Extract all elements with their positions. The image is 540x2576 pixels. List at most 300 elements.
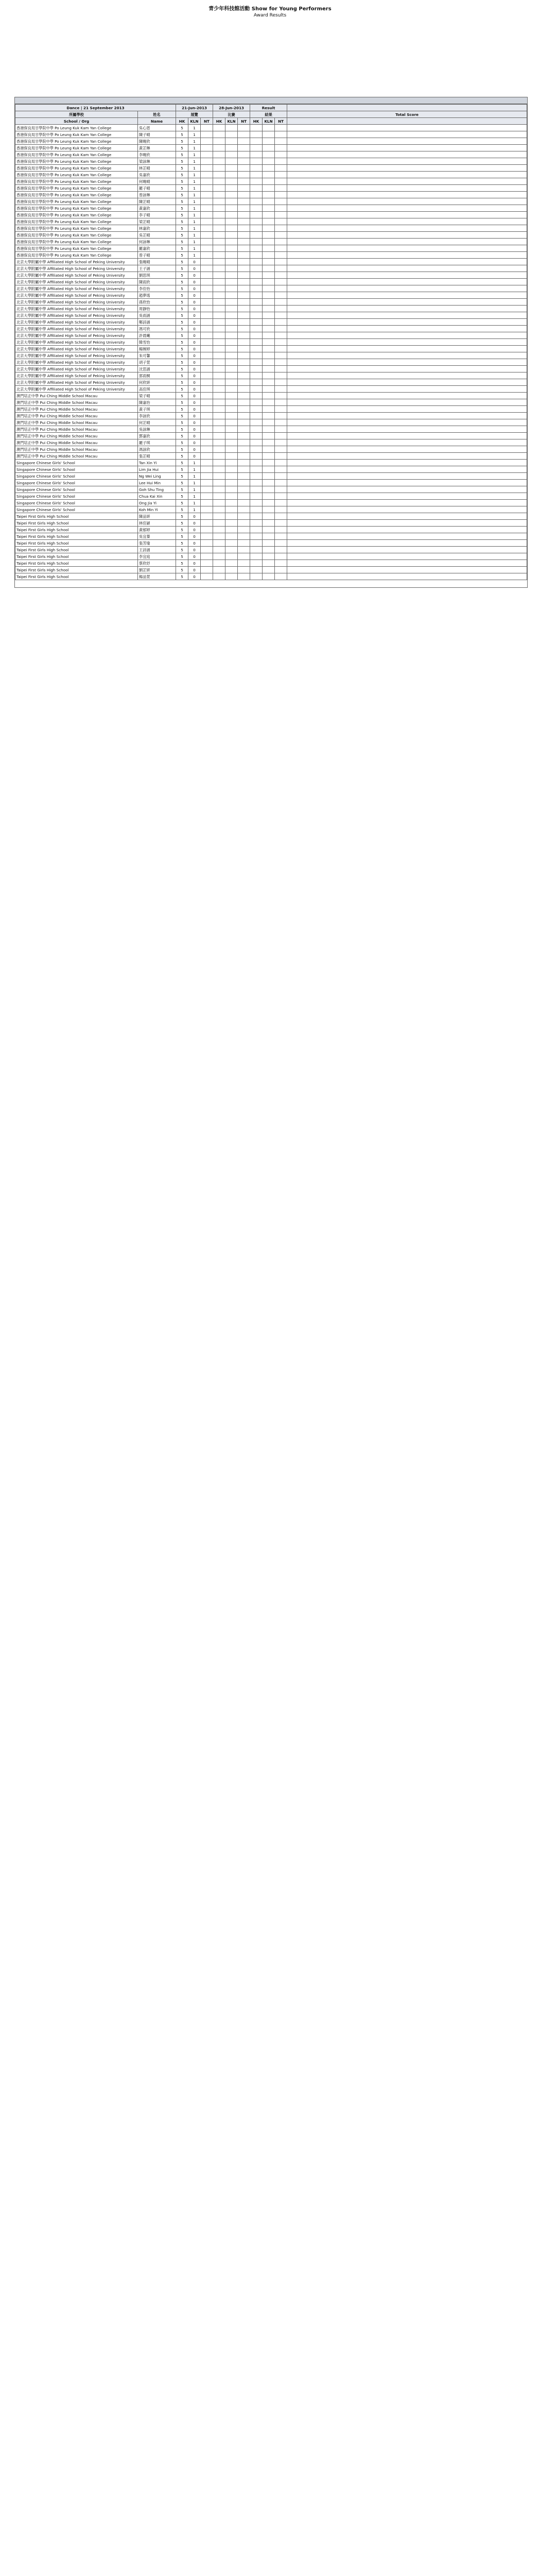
sheet-banner: [15, 97, 527, 104]
cell-e: [225, 413, 238, 419]
cell-name: 曾子晴: [138, 252, 176, 259]
cell-c: [201, 151, 213, 158]
cell-a: 5: [176, 306, 188, 312]
cell-school: 北京大學附屬中學 Affiliated High School of Peking University: [15, 285, 138, 292]
table-row: [15, 453, 527, 460]
cell-e: [225, 279, 238, 285]
cell-c: [201, 165, 213, 172]
table-row: [15, 299, 527, 306]
cell-g: [250, 165, 263, 172]
cell-c: [201, 366, 213, 372]
cell-blank: [287, 413, 527, 419]
cell-blank: [287, 567, 527, 573]
cell-school: 香港保良局甘學院中學 Po Leung Kuk Kam Yan College: [15, 151, 138, 158]
cell-e: [225, 192, 238, 198]
cell-d: [213, 399, 225, 406]
cell-a: 5: [176, 406, 188, 413]
cell-i: [275, 145, 287, 151]
cell-name: 林佳穎: [138, 520, 176, 527]
cell-f: [238, 553, 250, 560]
cell-i: [275, 138, 287, 145]
cell-i: [275, 285, 287, 292]
cell-c: [201, 205, 213, 212]
cell-school: 北京大學附屬中學 Affiliated High School of Peking University: [15, 265, 138, 272]
cell-b: 1: [188, 506, 201, 513]
cell-c: [201, 520, 213, 527]
table-row: [15, 513, 527, 520]
cell-a: 5: [176, 506, 188, 513]
cell-d: [213, 299, 225, 306]
cell-i: [275, 225, 287, 232]
cell-g: [250, 460, 263, 466]
cell-h: [263, 198, 275, 205]
cell-i: [275, 332, 287, 339]
cell-h: [263, 520, 275, 527]
cell-c: [201, 326, 213, 332]
table-row: [15, 312, 527, 319]
cell-g: [250, 245, 263, 252]
cell-e: [225, 339, 238, 346]
cell-f: [238, 486, 250, 493]
table-row: [15, 439, 527, 446]
cell-name: 何芷晴: [138, 419, 176, 426]
cell-h: [263, 151, 275, 158]
cell-g: [250, 352, 263, 359]
cell-blank: [287, 533, 527, 540]
cell-school: Taipei First Girls High School: [15, 553, 138, 560]
cell-blank: [287, 125, 527, 131]
results-sheet: [14, 97, 528, 588]
cell-school: 香港保良局甘學院中學 Po Leung Kuk Kam Yan College: [15, 225, 138, 232]
cell-name: 羅嘉欣: [138, 245, 176, 252]
cell-e: [225, 259, 238, 265]
cell-e: [225, 252, 238, 259]
cell-c: [201, 198, 213, 205]
cell-e: [225, 573, 238, 580]
cell-e: [225, 399, 238, 406]
cell-d: [213, 486, 225, 493]
cell-g: [250, 446, 263, 453]
cell-a: 5: [176, 386, 188, 393]
cell-g: [250, 198, 263, 205]
cell-f: [238, 406, 250, 413]
cell-h: [263, 439, 275, 446]
cell-blank: [287, 506, 527, 513]
cell-blank: [287, 319, 527, 326]
table-row: [15, 393, 527, 399]
cell-f: [238, 520, 250, 527]
cell-name: 吳嘉欣: [138, 172, 176, 178]
cell-c: [201, 225, 213, 232]
cell-name: 周靜怡: [138, 306, 176, 312]
cell-a: 5: [176, 486, 188, 493]
row-header-4: NT: [201, 118, 213, 125]
cell-e: [225, 560, 238, 567]
cell-c: [201, 125, 213, 131]
cell-a: 5: [176, 540, 188, 547]
table-row: [15, 379, 527, 386]
cell-h: [263, 366, 275, 372]
cell-i: [275, 252, 287, 259]
table-row: [15, 460, 527, 466]
cell-blank: [287, 131, 527, 138]
cell-d: [213, 265, 225, 272]
cell-school: 香港保良局甘學院中學 Po Leung Kuk Kam Yan College: [15, 138, 138, 145]
cell-c: [201, 533, 213, 540]
cell-i: [275, 212, 287, 218]
cell-a: 5: [176, 172, 188, 178]
cell-i: [275, 386, 287, 393]
cell-name: 林嘉欣: [138, 225, 176, 232]
cell-f: [238, 533, 250, 540]
cell-h: [263, 339, 275, 346]
cell-f: [238, 332, 250, 339]
cell-h: [263, 326, 275, 332]
cell-blank: [287, 406, 527, 413]
cell-blank: [287, 379, 527, 386]
cell-school: 北京大學附屬中學 Affiliated High School of Peking University: [15, 339, 138, 346]
cell-h: [263, 379, 275, 386]
cell-b: 0: [188, 567, 201, 573]
cell-g: [250, 406, 263, 413]
cell-c: [201, 299, 213, 306]
cell-a: 5: [176, 319, 188, 326]
cell-f: [238, 245, 250, 252]
cell-c: [201, 332, 213, 339]
page-subtitle: Award Results: [253, 13, 287, 18]
cell-d: [213, 533, 225, 540]
cell-d: [213, 292, 225, 299]
cell-a: 5: [176, 520, 188, 527]
cell-b: 1: [188, 151, 201, 158]
cell-g: [250, 419, 263, 426]
cell-e: [225, 352, 238, 359]
cell-d: [213, 158, 225, 165]
group-3-header: Result: [250, 105, 287, 111]
cell-school: 北京大學附屬中學 Affiliated High School of Peking University: [15, 259, 138, 265]
cell-f: [238, 299, 250, 306]
cell-i: [275, 366, 287, 372]
table-row: [15, 506, 527, 513]
cell-c: [201, 567, 213, 573]
cell-a: 5: [176, 198, 188, 205]
cell-blank: [287, 446, 527, 453]
cell-b: 1: [188, 232, 201, 239]
cell-c: [201, 172, 213, 178]
cell-i: [275, 439, 287, 446]
cell-g: [250, 319, 263, 326]
cell-c: [201, 212, 213, 218]
cell-h: [263, 292, 275, 299]
table-row: [15, 480, 527, 486]
cell-g: [250, 259, 263, 265]
table-row: [15, 386, 527, 393]
cell-f: [238, 272, 250, 279]
cell-c: [201, 486, 213, 493]
cell-a: 5: [176, 145, 188, 151]
table-row: [15, 259, 527, 265]
cell-school: Singapore Chinese Girls' School: [15, 486, 138, 493]
cell-b: 1: [188, 125, 201, 131]
cell-c: [201, 352, 213, 359]
cell-school: 香港保良局甘學院中學 Po Leung Kuk Kam Yan College: [15, 131, 138, 138]
cell-name: Ng Wei Ling: [138, 473, 176, 480]
name-header: 姓名: [138, 111, 176, 118]
cell-school: Taipei First Girls High School: [15, 533, 138, 540]
cell-b: 0: [188, 553, 201, 560]
cell-name: 何曉晴: [138, 178, 176, 185]
cell-name: 林芷晴: [138, 165, 176, 172]
cell-h: [263, 299, 275, 306]
cell-g: [250, 178, 263, 185]
cell-c: [201, 527, 213, 533]
cell-i: [275, 573, 287, 580]
cell-i: [275, 352, 287, 359]
cell-c: [201, 232, 213, 239]
cell-a: 5: [176, 178, 188, 185]
cell-school: Singapore Chinese Girls' School: [15, 500, 138, 506]
cell-e: [225, 272, 238, 279]
cell-e: [225, 299, 238, 306]
cell-i: [275, 165, 287, 172]
cell-f: [238, 239, 250, 245]
cell-g: [250, 573, 263, 580]
cell-g: [250, 399, 263, 406]
cell-d: [213, 346, 225, 352]
cell-i: [275, 272, 287, 279]
cell-d: [213, 426, 225, 433]
cell-name: 李詠欣: [138, 413, 176, 419]
cell-c: [201, 453, 213, 460]
cell-school: 北京大學附屬中學 Affiliated High School of Peking University: [15, 352, 138, 359]
table-row: [15, 218, 527, 225]
cell-name: 陳品妍: [138, 513, 176, 520]
cell-a: 5: [176, 426, 188, 433]
cell-name: 胡子萱: [138, 359, 176, 366]
cell-school: 香港保良局甘學院中學 Po Leung Kuk Kam Yan College: [15, 172, 138, 178]
cell-blank: [287, 573, 527, 580]
cell-a: 5: [176, 466, 188, 473]
cell-c: [201, 285, 213, 292]
cell-c: [201, 553, 213, 560]
cell-g: [250, 520, 263, 527]
cell-blank: [287, 145, 527, 151]
cell-e: [225, 125, 238, 131]
cell-e: [225, 319, 238, 326]
cell-blank: [287, 386, 527, 393]
table-row: [15, 306, 527, 312]
cell-e: [225, 158, 238, 165]
cell-school: Taipei First Girls High School: [15, 540, 138, 547]
cell-f: [238, 433, 250, 439]
cell-blank: [287, 419, 527, 426]
school-header: 所屬學校: [15, 111, 138, 118]
cell-c: [201, 131, 213, 138]
cell-b: 1: [188, 212, 201, 218]
cell-c: [201, 446, 213, 453]
table-row: [15, 319, 527, 326]
cell-b: 0: [188, 346, 201, 352]
cell-f: [238, 426, 250, 433]
cell-h: [263, 332, 275, 339]
cell-name: 羅子晴: [138, 185, 176, 192]
cell-name: 吳芷晴: [138, 232, 176, 239]
cell-i: [275, 131, 287, 138]
cell-g: [250, 560, 263, 567]
cell-b: 0: [188, 366, 201, 372]
cell-c: [201, 292, 213, 299]
cell-d: [213, 547, 225, 553]
cell-g: [250, 239, 263, 245]
cell-f: [238, 413, 250, 419]
cell-e: [225, 547, 238, 553]
cell-b: 1: [188, 500, 201, 506]
cell-b: 0: [188, 413, 201, 419]
cell-i: [275, 245, 287, 252]
group-1-header: 21-Jun-2013: [176, 105, 213, 111]
cell-f: [238, 172, 250, 178]
cell-b: 0: [188, 386, 201, 393]
cell-f: [238, 513, 250, 520]
cell-a: 5: [176, 480, 188, 486]
cell-school: Taipei First Girls High School: [15, 520, 138, 527]
cell-e: [225, 218, 238, 225]
cell-d: [213, 205, 225, 212]
cell-g: [250, 232, 263, 239]
cell-g: [250, 252, 263, 259]
cell-f: [238, 386, 250, 393]
sheet-footer-space: [15, 580, 527, 587]
cell-g: [250, 372, 263, 379]
cell-f: [238, 192, 250, 198]
cell-d: [213, 138, 225, 145]
cell-c: [201, 393, 213, 399]
cell-school: Singapore Chinese Girls' School: [15, 506, 138, 513]
cell-school: 北京大學附屬中學 Affiliated High School of Peking University: [15, 312, 138, 319]
blank-header: [287, 105, 527, 111]
cell-name: 馮詠欣: [138, 446, 176, 453]
table-body: [15, 125, 527, 580]
cell-blank: [287, 426, 527, 433]
cell-blank: [287, 326, 527, 332]
cell-d: [213, 285, 225, 292]
cell-c: [201, 573, 213, 580]
cell-school: 北京大學附屬中學 Affiliated High School of Peking University: [15, 372, 138, 379]
cell-blank: [287, 527, 527, 533]
cell-school: 香港保良局甘學院中學 Po Leung Kuk Kam Yan College: [15, 192, 138, 198]
cell-name: 張芷晴: [138, 453, 176, 460]
table-row: [15, 265, 527, 272]
cell-a: 5: [176, 399, 188, 406]
cell-h: [263, 125, 275, 131]
cell-g: [250, 145, 263, 151]
cell-d: [213, 393, 225, 399]
cell-a: 5: [176, 279, 188, 285]
table-header-row-2: [15, 111, 527, 118]
table-row: [15, 419, 527, 426]
row-header-8: HK: [250, 118, 263, 125]
cell-b: 0: [188, 560, 201, 567]
cell-i: [275, 513, 287, 520]
cell-e: [225, 567, 238, 573]
cell-b: 1: [188, 198, 201, 205]
cell-school: 北京大學附屬中學 Affiliated High School of Peking University: [15, 272, 138, 279]
cell-g: [250, 466, 263, 473]
cell-blank: [287, 138, 527, 145]
cell-c: [201, 513, 213, 520]
table-row: [15, 560, 527, 567]
cell-a: 5: [176, 473, 188, 480]
cell-d: [213, 172, 225, 178]
cell-a: 5: [176, 245, 188, 252]
cell-name: 黃郁婷: [138, 527, 176, 533]
row-header-10: NT: [275, 118, 287, 125]
cell-school: 北京大學附屬中學 Affiliated High School of Peking University: [15, 359, 138, 366]
cell-b: 1: [188, 252, 201, 259]
cell-b: 0: [188, 379, 201, 386]
cell-d: [213, 359, 225, 366]
row-header-0: School / Org: [15, 118, 138, 125]
table-row: [15, 205, 527, 212]
cell-f: [238, 453, 250, 460]
cell-g: [250, 332, 263, 339]
cell-e: [225, 366, 238, 372]
cell-g: [250, 339, 263, 346]
cell-e: [225, 473, 238, 480]
cell-name: 劉芷妍: [138, 567, 176, 573]
cell-g: [250, 547, 263, 553]
table-row: [15, 245, 527, 252]
cell-f: [238, 359, 250, 366]
cell-f: [238, 326, 250, 332]
cell-a: 5: [176, 439, 188, 446]
cell-f: [238, 460, 250, 466]
cell-school: Taipei First Girls High School: [15, 573, 138, 580]
cell-blank: [287, 393, 527, 399]
cell-name: 吳宜蓁: [138, 533, 176, 540]
cell-e: [225, 426, 238, 433]
cell-name: 楊品萱: [138, 573, 176, 580]
cell-g: [250, 218, 263, 225]
cell-h: [263, 245, 275, 252]
cell-g: [250, 366, 263, 372]
cell-b: 1: [188, 165, 201, 172]
cell-a: 5: [176, 205, 188, 212]
cell-e: [225, 225, 238, 232]
table-row: [15, 131, 527, 138]
cell-name: 曾詠琳: [138, 192, 176, 198]
cell-b: 0: [188, 339, 201, 346]
top-left-cell: Dance | 21 September 2013: [15, 105, 176, 111]
cell-i: [275, 453, 287, 460]
cell-school: 香港保良局甘學院中學 Po Leung Kuk Kam Yan College: [15, 239, 138, 245]
cell-a: 5: [176, 346, 188, 352]
cell-e: [225, 306, 238, 312]
cell-i: [275, 125, 287, 131]
cell-a: 5: [176, 138, 188, 145]
cell-i: [275, 553, 287, 560]
cell-c: [201, 379, 213, 386]
cell-f: [238, 232, 250, 239]
cell-g: [250, 553, 263, 560]
cell-f: [238, 151, 250, 158]
cell-g: [250, 426, 263, 433]
cell-a: 5: [176, 332, 188, 339]
cell-d: [213, 520, 225, 527]
table-row: [15, 473, 527, 480]
cell-f: [238, 379, 250, 386]
cell-i: [275, 259, 287, 265]
